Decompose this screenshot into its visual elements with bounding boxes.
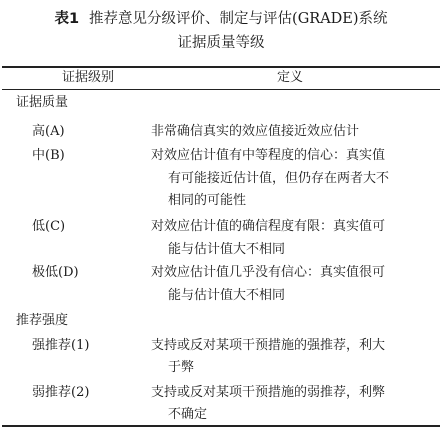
section-title-evidence-quality: 证据质量 (16, 95, 69, 110)
row-definition-low-line-1: 对效应估计值的确信程度有限：真实值可 (151, 219, 386, 234)
row-level-strong: 强推荐(1) (32, 338, 90, 353)
row-level-moderate: 中(B) (32, 148, 65, 163)
row-definition-very-low-line-2: 能与估计值大不相同 (168, 288, 286, 303)
row-definition-weak-line-2: 不确定 (168, 407, 208, 422)
header-definition: 定义 (277, 70, 304, 85)
row-definition-moderate-line-3: 相同的可能性 (168, 193, 247, 208)
row-level-very-low: 极低(D) (32, 265, 79, 280)
row-level-high: 高(A) (32, 124, 65, 139)
table-caption (0, 9, 442, 29)
header-evidence-level: 证据级别 (62, 70, 115, 85)
row-definition-moderate-line-1: 对效应估计值有中等程度的信心：真实值 (151, 148, 386, 163)
row-definition-moderate-line-2: 有可能接近估计值，但仍存在两者大不 (168, 171, 390, 186)
row-definition-weak-line-1: 支持或反对某项干预措施的弱推荐，利弊 (151, 385, 386, 400)
table-bottom-rule (2, 425, 440, 427)
row-definition-strong-line-2: 于弊 (168, 360, 195, 375)
table-title-line-2: 证据质量等级 (177, 35, 265, 51)
table-top-rule (2, 66, 440, 68)
table-header-rule (2, 89, 440, 90)
row-definition-low-line-2: 能与估计值大不相同 (168, 242, 286, 257)
row-level-low: 低(C) (32, 219, 66, 234)
row-definition-strong-line-1: 支持或反对某项干预措施的强推荐，利大 (151, 338, 386, 353)
table-number: 表1 (54, 11, 80, 27)
row-level-weak: 弱推荐(2) (32, 385, 90, 400)
row-definition-very-low-line-1: 对效应估计值几乎没有信心：真实值很可 (151, 265, 386, 280)
section-title-recommendation-strength: 推荐强度 (16, 313, 69, 328)
table-title-line-1: 推荐意见分级评价、制定与评估(GRADE)系统 (89, 11, 388, 27)
row-definition-high-line-1: 非常确信真实的效应值接近效应估计 (151, 124, 360, 139)
